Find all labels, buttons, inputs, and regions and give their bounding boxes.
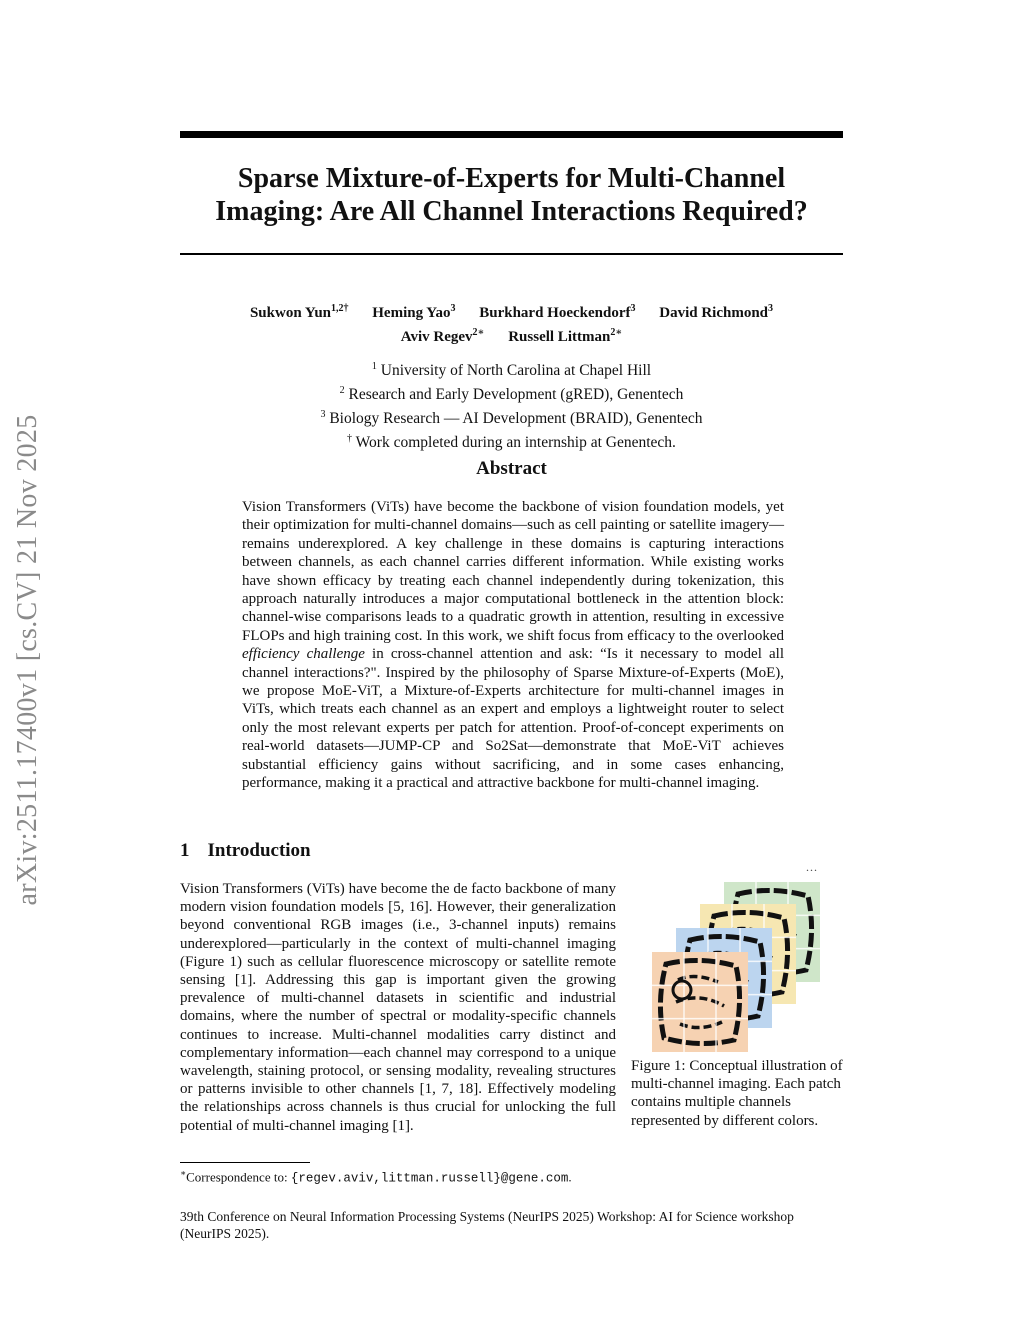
title-line-1: Sparse Mixture-of-Experts for Multi-Channel — [237, 163, 786, 194]
affiliation-line: Research and Early Development (gRED), Genentech — [348, 386, 684, 404]
arxiv-stamp-text: arXiv:2511.17400v1 [cs.CV] 21 Nov 2025 — [12, 414, 43, 906]
section-number: 1 — [180, 840, 190, 861]
multichannel-figure — [632, 862, 842, 1052]
abstract-body — [242, 498, 784, 793]
author-affil-mark: 3 — [630, 303, 636, 314]
author-name: Russell Littman — [508, 329, 611, 345]
author-name: Sukwon Yun — [249, 305, 332, 321]
channel-layer — [652, 952, 748, 1052]
author-affil-mark: 2∗ — [472, 327, 485, 338]
abstract-heading: Abstract — [476, 458, 547, 479]
affiliation-line: Work completed during an internship at Genentech. — [355, 434, 676, 452]
affiliation-line: University of North Carolina at Chapel Hill — [380, 362, 652, 380]
arxiv-stamp — [8, 414, 48, 906]
section-title: Introduction — [207, 840, 311, 861]
title-rule-top — [180, 131, 843, 138]
footnote-end: . — [568, 1169, 572, 1185]
author-list — [180, 299, 843, 347]
footnote — [180, 1165, 572, 1186]
abstract-emphasis: efficiency challenge — [242, 646, 365, 663]
affil-mark: 1 — [371, 361, 377, 372]
figure-caption: Figure 1: Conceptual illustration of multi-channel imaging. Each patch contains multiple channels represented by different colors. — [631, 1058, 843, 1129]
intro-paragraph: Vision Transformers (ViTs) have become the de facto backbone of many modern vision foundation models [5, 16]. However, their generalization beyond conventional RGB images (i.e., 3-channel inputs) remains underexplored—particularly in the context of multi-channel imaging (Figure 1) such as cellular fluorescence microscopy or satellite remote sensing [1]. Addressing this gap is important given the growing prevalence of multi-channel datasets in scientific and industrial domains, where the number of spectral or modality-specific channels continues to increase. Multi-channel modalities carry distinct and complementary information—each channel may correspond to a unique wavelength, staining protocol, or sensing modality, revealing structures or patterns invisible to other channels [1, 7, 18]. Effectively modeling the relationships across channels is thus crucial for unlocking the full potential of multi-channel imaging [1]. — [180, 881, 616, 1134]
affiliations — [180, 357, 843, 454]
venue-footer: 39th Conference on Neural Information Processing Systems (NeurIPS 2025) Workshop: AI for Science workshop (NeurIPS 2025). — [180, 1209, 794, 1241]
author-name: Aviv Regev — [400, 329, 473, 345]
section-heading — [180, 840, 311, 862]
author-affil-mark: 1,2† — [331, 303, 349, 314]
title-rule-bottom — [180, 253, 843, 255]
author-affil-mark: 3 — [768, 303, 774, 314]
title-line-2: Imaging: Are All Channel Interactions Required? — [215, 196, 808, 227]
footnote-rule — [180, 1162, 310, 1163]
footnote-emails: {regev.aviv,littman.russell}@gene.com — [290, 1171, 569, 1186]
author-name: Heming Yao — [372, 305, 451, 321]
author-name: Burkhard Hoeckendorf — [479, 305, 631, 321]
figure-ellipsis: ... — [806, 860, 818, 874]
affil-mark: 3 — [320, 409, 326, 421]
affil-mark: † — [347, 433, 353, 445]
abstract-text: Vision Transformers (ViTs) have become the backbone of vision foundation models, yet their optimization for multi-channel domains—such as cell painting or satellite imagery—remains underexplored. A key challenge in these domains is capturing interactions between channels, as each channel carries different information. While existing works have shown efficacy by treating each channel independently during tokenization, this approach naturally introduces a major computational bottleneck in the attention block: channel-wise comparisons leads to a quadratic growth in attention, resulting in excessive FLOPs and high training cost. In this work, we shift focus from efficacy to the overlooked — [242, 499, 784, 644]
author-affil-mark: 2∗ — [610, 327, 623, 338]
abstract-text: in cross-channel attention and ask: “Is it necessary to model all channel interactions?". Inspired by the philosophy of Sparse Mixture-of-Experts (MoE), we propose MoE-ViT, a Mixture-of-Experts architecture for multi-channel images in ViTs, which treats each channel as an expert and employs a lightweight router to select only the most relevant experts per patch for attention. Proof-of-concept experiments on real-world datasets—JUMP-CP and So2Sat—demonstrate that MoE-ViT achieves substantial efficiency gains without sacrificing, and in some cases enhancing, performance, making it a practical and attractive backbone for multi-channel imaging. — [242, 646, 784, 792]
author-affil-mark: 3 — [450, 303, 456, 314]
author-name: David Richmond — [659, 305, 769, 321]
affil-mark: 2 — [339, 385, 345, 397]
footnote-text: Correspondence to: — [186, 1169, 291, 1185]
paper-title — [180, 162, 843, 228]
footnote-mark: ∗ — [180, 1168, 187, 1178]
affiliation-line: Biology Research — AI Development (BRAID), Genentech — [329, 410, 703, 428]
